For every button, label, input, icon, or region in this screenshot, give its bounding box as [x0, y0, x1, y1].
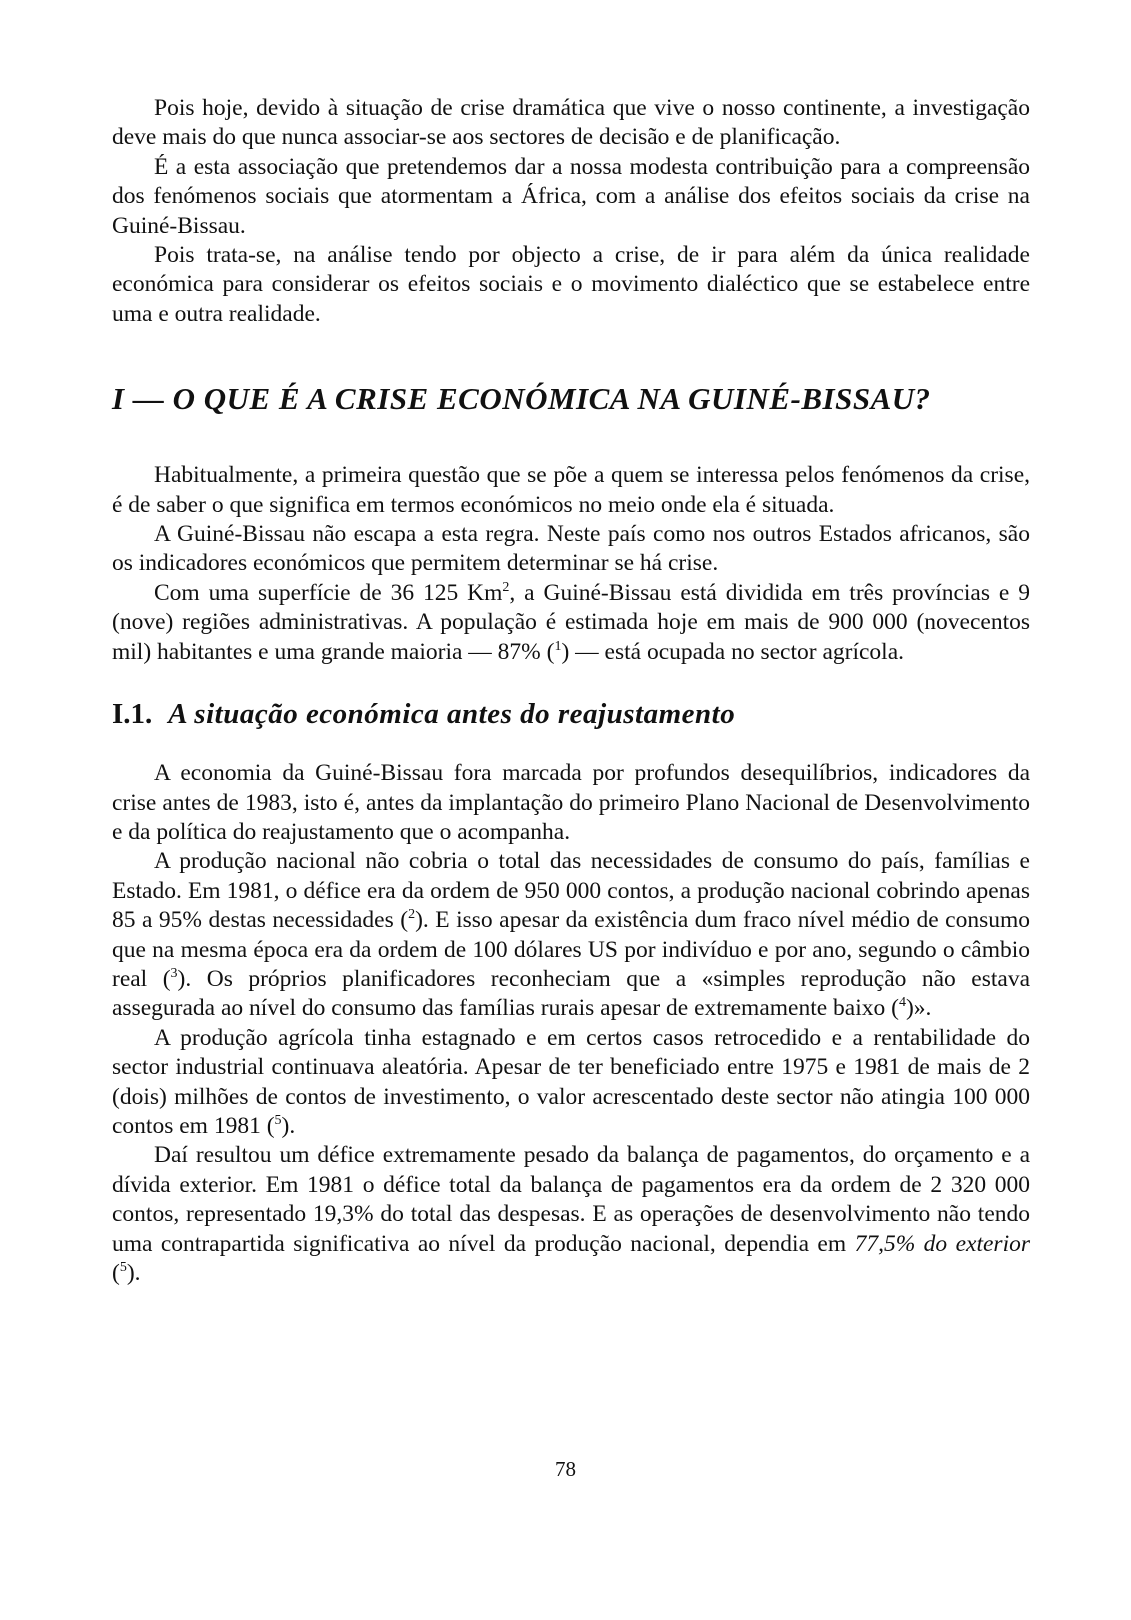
text-run: )». — [905, 995, 932, 1022]
text-run: Daí resultou um défice extremamente pesado da balança de pagamentos, do orçamento e a dívida exterior. Em 1981 o défice total da balança de pagamentos era da ordem de 2 320 000 contos, representado 19,3% do total das despesas. E as operações de desenvolvimento não tendo uma contrapartida significativa ao nível da produção nacional, dependia em — [112, 1142, 1030, 1257]
subsection-paragraph-2 — [112, 847, 1030, 1023]
page-number: 78 — [555, 1457, 576, 1481]
subsection-heading — [112, 697, 1030, 731]
subsection-title: A situação económica antes do reajustamento — [168, 698, 736, 731]
footnote-ref: 3 — [170, 966, 178, 982]
italic-emphasis: 77,5% do exterior — [854, 1230, 1030, 1257]
text-run: A produção nacional não cobria o total das necessidades de consumo do país, famílias e Estado. Em 1981, o défice era da ordem de 950 000 contos, a produção nacional cobrindo apenas 85 a 95% destas necessidades ( — [112, 848, 1030, 934]
document-page — [112, 94, 1030, 1288]
section-heading: I — O QUE É A CRISE ECONÓMICA NA GUINÉ-BISSAU? — [112, 381, 931, 417]
text-run: ). — [126, 1260, 141, 1286]
text-run: , a Guiné-Bissau está dividida em três províncias e 9 (nove) regiões administrativas. A população é estimada hoje em mais de 900 000 (novecentos mil) habitantes e uma grande maioria — 87% ( — [112, 579, 1030, 665]
footnote-ref: 5 — [274, 1113, 282, 1129]
footnote-ref: 5 — [119, 1260, 127, 1276]
text-run: ) — está ocupada no sector agrícola. — [561, 638, 905, 665]
section-paragraph-2: A Guiné-Bissau não escapa a esta regra. Neste país como nos outros Estados africanos, são os indicadores económicos que permitem determinar se há crise. — [112, 521, 1030, 577]
text-run: ). — [281, 1112, 296, 1139]
text-run: ). Os próprios planificadores reconheciam que a «simples reprodução não estava assegurada ao nível do consumo das famílias rurais apesar de extremamente baixo ( — [112, 965, 1031, 1022]
footnote-ref: 4 — [898, 995, 906, 1011]
intro-paragraph-1: Pois hoje, devido à situação de crise dramática que vive o nosso continente, a investigação deve mais do que nunca associar-se aos sectores de decisão e de planificação. — [112, 95, 1030, 151]
footnote-ref: 1 — [554, 638, 562, 654]
text-run: ( — [112, 1260, 120, 1286]
intro-paragraph-2: É a esta associação que pretendemos dar a nossa modesta contribuição para a compreensão dos fenómenos sociais que atormentam a África, com a análise dos efeitos sociais da crise na Guiné-Bissau. — [112, 153, 1030, 239]
section-paragraph-1: Habitualmente, a primeira questão que se põe a quem se interessa pelos fenómenos da crise, é de saber o que significa em termos económicos no meio onde ela é situada. — [112, 462, 1030, 518]
section-paragraph-3 — [112, 579, 1030, 667]
text-run: ). E isso apesar da existência dum fraco nível médio de consumo que na mesma época era da ordem de 100 dólares US por indivíduo e por ano, segundo o câmbio real ( — [112, 907, 1030, 992]
subsection-paragraph-1: A economia da Guiné-Bissau fora marcada por profundos desequilíbrios, indicadores da crise antes de 1983, isto é, antes da implantação do primeiro Plano Nacional de Desenvolvimento e da política do reajustamento que o acompanha. — [112, 760, 1030, 845]
intro-paragraph-3: Pois trata-se, na análise tendo por objecto a crise, de ir para além da única realidade económica para considerar os efeitos sociais e o movimento dialéctico que se estabelece entre uma e outra realidade. — [112, 242, 1030, 327]
text-run: A produção agrícola tinha estagnado e em certos casos retrocedido e a rentabilidade do sector industrial continuava aleatória. Apesar de ter beneficiado entre 1975 e 1981 de mais de 2 (dois) milhões de contos de investimento, o valor acrescentado deste sector não atingia 100 000 contos em 1981 ( — [112, 1024, 1030, 1139]
subsection-paragraph-4 — [112, 1141, 1030, 1288]
subsection-paragraph-3 — [112, 1024, 1030, 1142]
text-run: Com uma superfície de 36 125 Km — [154, 579, 503, 606]
superscript-exponent: 2 — [502, 580, 510, 596]
subsection-number: I.1. — [112, 698, 153, 731]
footnote-ref: 2 — [408, 907, 416, 923]
